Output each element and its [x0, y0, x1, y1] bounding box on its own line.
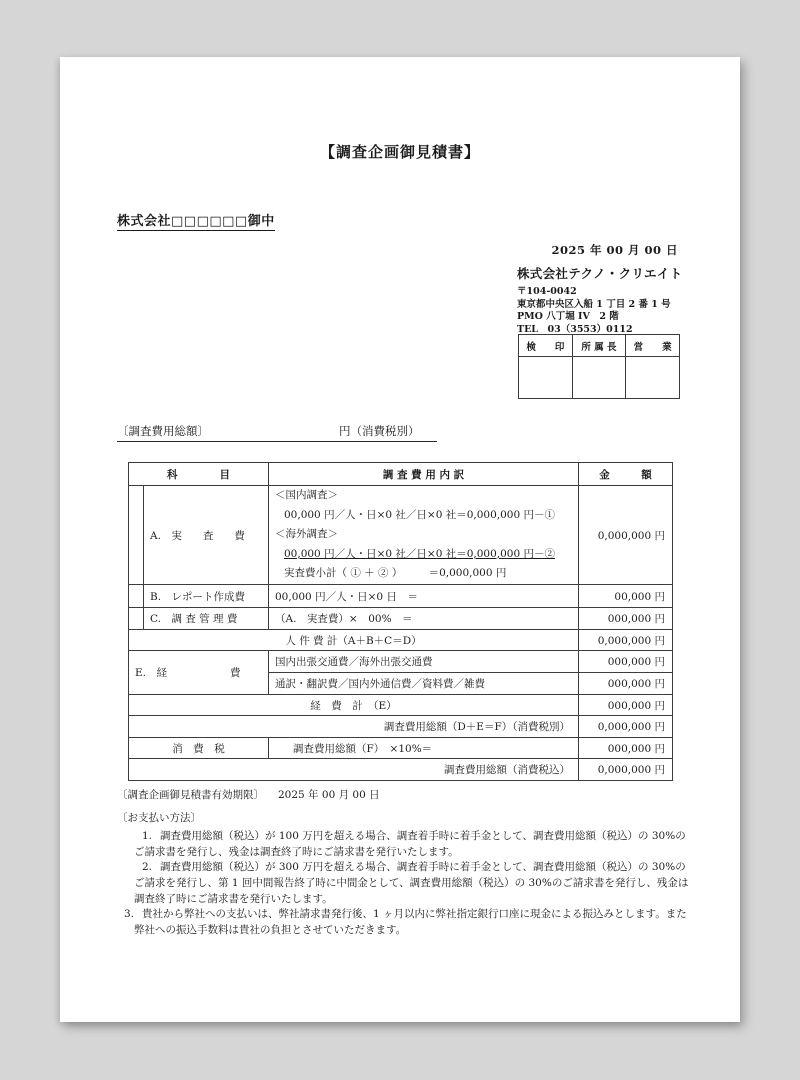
- row-c-subject: C. 調 査 管 理 費: [144, 608, 269, 630]
- table-row-expense-total: [129, 695, 673, 716]
- recipient-name: 株式会社□□□□□□御中: [117, 210, 275, 231]
- row-b-detail: 00,000 円／人・日×0 日 ＝: [269, 585, 579, 608]
- payment-item-2: [117, 860, 693, 907]
- row-d-amount: 0,000,000 円: [579, 630, 673, 651]
- validity-label: 〔調査企画御見積書有効期限〕: [117, 789, 264, 801]
- document-title: 【調査企画御見積書】: [319, 143, 480, 161]
- row-tax-detail: 調査費用総額（F） ×10%＝: [269, 738, 579, 759]
- issuer-postal-code: 〒104-0042: [517, 286, 577, 297]
- table-row-expense-1: [129, 651, 673, 673]
- issuer-company-name: 株式会社テクノ・クリエイト: [517, 266, 683, 281]
- row-e-total-amount: 000,000 円: [579, 695, 673, 716]
- stamp-header-sales: 営 業: [626, 335, 680, 357]
- row-d-label: 人 件 費 計（A＋B＋C＝D）: [129, 630, 579, 651]
- issue-date: 2025 年 00 月 00 日: [551, 243, 678, 257]
- row-a-amount: 0,000,000 円: [579, 486, 673, 585]
- stamp-cell-manager: [572, 357, 626, 399]
- payment-item-3: [117, 907, 693, 938]
- payment-item-2-text: 調査費用総額（税込）が 300 万円を超える場合、調査着手時に着手金として、調査費用総額（税込）の 30%のご請求を発行し、第 1 回中間報告終了時に中間金として、調査費用総額（税込）の 30%のご請求書を発行し、残金は調査終了時にご請求書を発行いたします。: [134, 861, 689, 905]
- issuer-phone: TEL 03（3553）0112: [517, 323, 633, 335]
- payment-item-3-number: 3.: [124, 908, 135, 921]
- survey-total-label: 〔調査費用総額〕: [117, 424, 209, 438]
- row-b-amount: 00,000 円: [579, 585, 673, 608]
- table-row-grand-total-pretax: [129, 716, 673, 738]
- row-a-line-subtotal: 実査費小計（ ① ＋ ② ） ＝0,000,000 円: [284, 567, 507, 580]
- row-tax-amount: 000,000 円: [579, 738, 673, 759]
- survey-total-line: [117, 423, 437, 442]
- row-a-detail: [269, 486, 579, 585]
- approval-stamp-box: [518, 334, 680, 399]
- row-total-amount: 0,000,000 円: [579, 759, 673, 781]
- stamp-header-inspection: 検 印: [519, 335, 573, 357]
- row-f-label: 調査費用総額（D＋E＝F）（消費税別）: [129, 716, 579, 738]
- row-e-amount-2: 000,000 円: [579, 673, 673, 695]
- footer-notes: [117, 788, 693, 938]
- stamp-cell-inspection: [519, 357, 573, 399]
- row-c-amount: 000,000 円: [579, 608, 673, 630]
- issuer-address-line2: PMO 八丁堀 IV 2 階: [517, 311, 619, 323]
- row-a-line-domestic: ＜国内調査＞: [275, 489, 338, 502]
- table-row-field-survey: [129, 486, 673, 585]
- row-e-detail-2: 通訳・翻訳費／国内外通信費／資料費／雑費: [269, 673, 579, 695]
- row-c-detail: （A. 実査費）× 00% ＝: [269, 608, 579, 630]
- row-a-line-overseas: ＜海外調査＞: [275, 528, 338, 541]
- row-a-line-domestic-calc: 00,000 円／人・日×0 社／日×0 社＝0,000,000 円－①: [284, 508, 555, 521]
- issuer-address-line1: 東京都中央区入船 1 丁目 2 番 1 号: [517, 298, 671, 310]
- header-subject: 科 目: [129, 463, 269, 486]
- row-e-total-label: 経 費 計 （E）: [129, 695, 579, 716]
- spacer-cell: [129, 608, 144, 630]
- payment-item-1-text: 調査費用総額（税込）が 100 万円を超える場合、調査着手時に着手金として、調査費用総額（税込）の 30%のご請求書を発行し、残金は調査終了時にご請求書を発行いたします。: [134, 830, 686, 858]
- table-header-row: [129, 463, 673, 486]
- issuer-block: [517, 242, 683, 336]
- table-row-personnel-total: [129, 630, 673, 651]
- payment-method-title: 〔お支払い方法〕: [117, 811, 201, 824]
- stamp-header-manager: 所 属 長: [572, 335, 626, 357]
- document-page: [60, 57, 740, 1022]
- row-total-label: 調査費用総額（消費税込）: [129, 759, 579, 781]
- payment-item-2-number: 2.: [142, 861, 153, 874]
- payment-item-1: [117, 829, 693, 860]
- spacer-cell: [129, 585, 144, 608]
- stamp-cell-sales: [626, 357, 680, 399]
- row-f-amount: 0,000,000 円: [579, 716, 673, 738]
- table-row-consumption-tax: [129, 738, 673, 759]
- row-a-line-overseas-calc: 00,000 円／人・日×0 社／日×0 社＝0,000,000 円－②: [284, 547, 555, 560]
- payment-item-1-number: 1.: [142, 830, 153, 843]
- table-row-grand-total-incl-tax: [129, 759, 673, 781]
- header-amount: 金 額: [579, 463, 673, 486]
- row-e-amount-1: 000,000 円: [579, 651, 673, 673]
- validity-date: 2025 年 00 月 00 日: [278, 789, 380, 801]
- spacer-cell: [129, 486, 144, 585]
- row-a-subject: A. 実 査 費: [144, 486, 269, 585]
- payment-item-3-text: 貴社から弊社への支払いは、弊社請求書発行後、1 ヶ月以内に弊社指定銀行口座に現金による振込みとします。また弊社への振込手数料は貴社の負担とさせていただきます。: [134, 908, 687, 936]
- header-detail: 調 査 費 用 内 訳: [269, 463, 579, 486]
- row-e-detail-1: 国内出張交通費／海外出張交通費: [269, 651, 579, 673]
- cost-breakdown-table: [128, 462, 673, 781]
- row-tax-subject: 消 費 税: [129, 738, 269, 759]
- row-e-subject: E. 経 費: [129, 651, 269, 695]
- row-b-subject: B. レポート作成費: [144, 585, 269, 608]
- survey-total-unit: 円（消費税別）: [339, 424, 420, 438]
- table-row-management: [129, 608, 673, 630]
- table-row-report: [129, 585, 673, 608]
- validity-line: [117, 788, 693, 804]
